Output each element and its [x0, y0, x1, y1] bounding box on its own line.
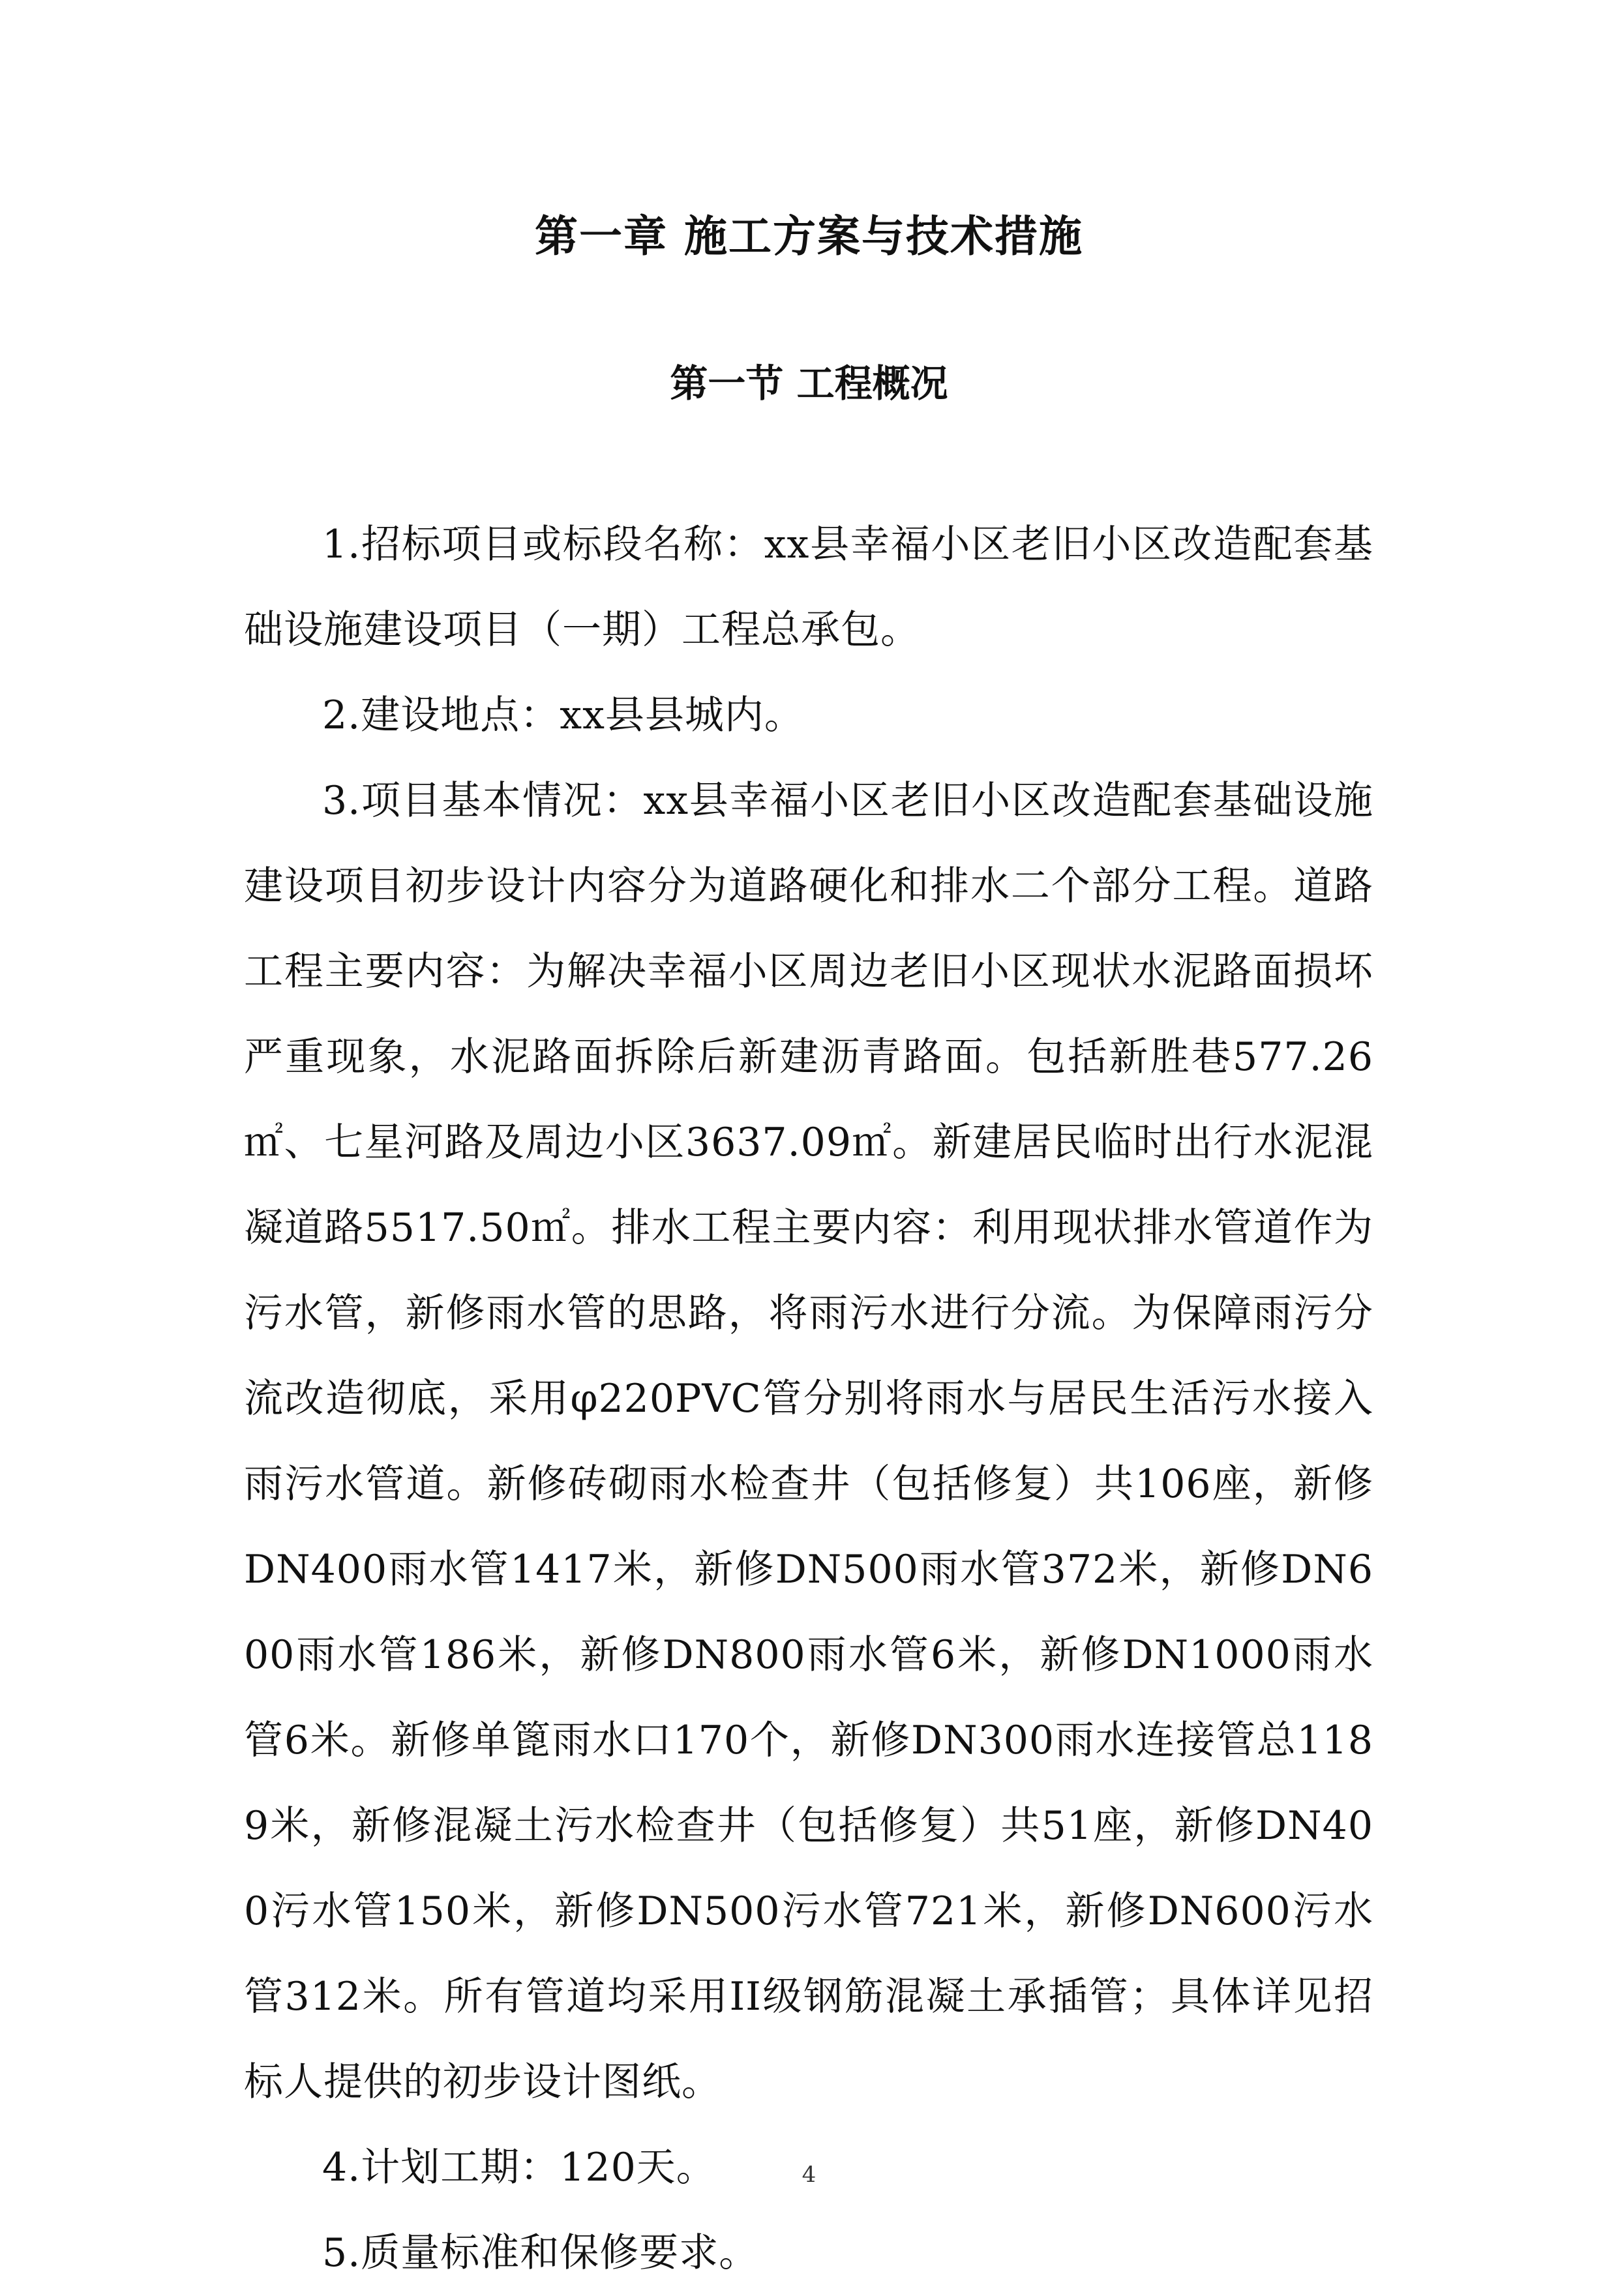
- body-text: [244, 502, 1373, 2296]
- chapter-title: 第一章 施工方案与技术措施: [535, 211, 1083, 261]
- paragraph-project-name: 1.招标项目或标段名称：xx县幸福小区老旧小区改造配套基础设施建设项目（一期）工程总承包。: [244, 522, 1373, 653]
- page-number: 4: [802, 2162, 816, 2188]
- paragraph-basic-info: 3.项目基本情况：xx县幸福小区老旧小区改造配套基础设施建设项目初步设计内容分为道路硬化和排水二个部分工程。道路工程主要内容：为解决幸福小区周边老旧小区现状水泥路面损坏严重现象，水泥路面拆除后新建沥青路面。包括新胜巷577.26㎡、七星河路及周边小区3637.09㎡。新建居民临时出行水泥混凝道路5517.50㎡。排水工程主要内容：利用现状排水管道作为污水管，新修雨水管的思路，将雨污水进行分流。为保障雨污分流改造彻底，采用φ220PVC管分别将雨水与居民生活污水接入雨污水管道。新修砖砌雨水检查井（包括修复）共106座，新修DN400雨水管1417米，新修DN500雨水管372米，新修DN600雨水管186米，新修DN800雨水管6米，新修DN1000雨水管6米。新修单篦雨水口170个，新修DN300雨水连接管总1189米，新修混凝土污水检查井（包括修复）共51座，新修DN400污水管150米，新修DN500污水管721米，新修DN600污水管312米。所有管道均采用II级钢筋混凝土承插管；具体详见招标人提供的初步设计图纸。: [244, 778, 1373, 2105]
- paragraph-location: 2.建设地点：xx县县城内。: [322, 693, 804, 738]
- paragraph-duration: 4.计划工期：120天。: [322, 2145, 716, 2190]
- section-title: 第一节 工程概况: [670, 361, 948, 406]
- paragraph-quality: 5.质量标准和保修要求。: [322, 2230, 759, 2276]
